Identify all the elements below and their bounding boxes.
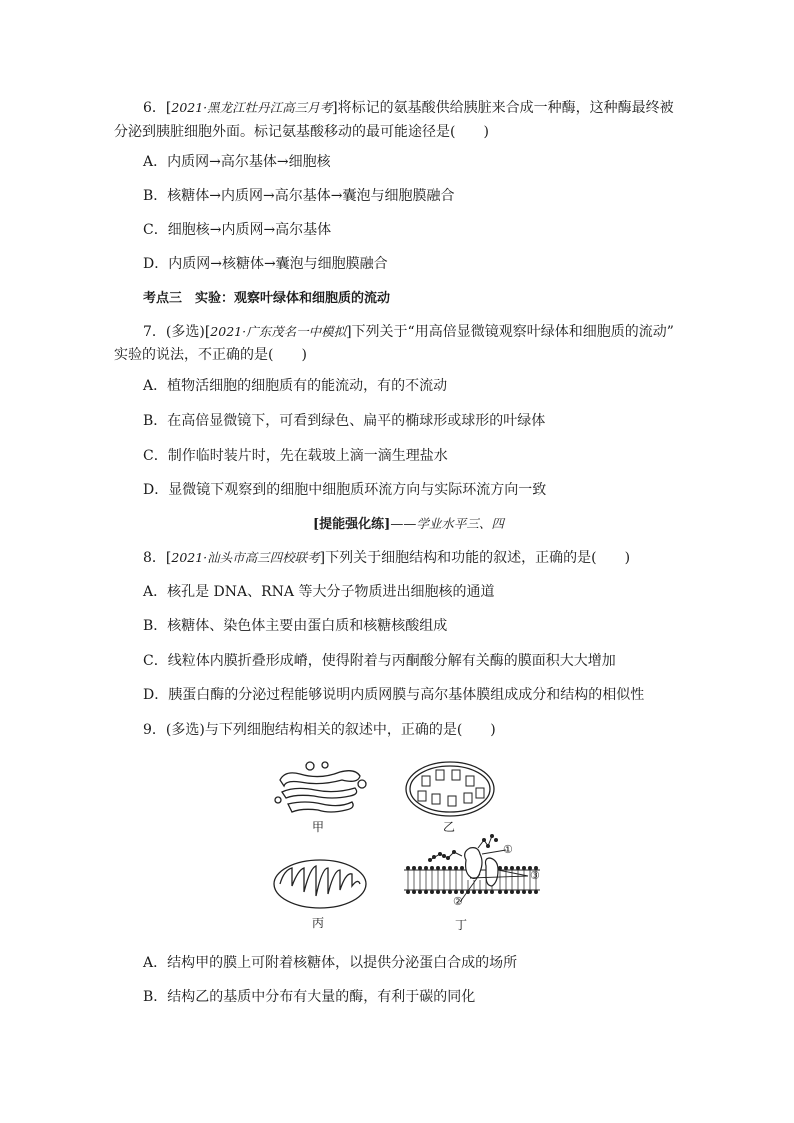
callout-3: ③ [530, 869, 540, 882]
practice-header [313, 514, 504, 535]
q7-stem-line1 [143, 322, 674, 342]
q6-number: 6．[ [143, 100, 172, 116]
q7-number: 7．(多选)[ [143, 324, 211, 340]
q9-stem: 9．(多选)与下列细胞结构相关的叙述中，正确的是( ) [143, 722, 496, 738]
q7-option-b: B．在高倍显微镜下，可看到绿色、扁平的椭球形或球形的叶绿体 [143, 413, 546, 429]
q8-option-d: D．胰蛋白酶的分泌过程能够说明内质网膜与高尔基体膜组成成分和结构的相似性 [143, 687, 645, 703]
q7-stem-line2: 实验的说法，不正确的是( ) [114, 347, 307, 363]
q8-option-a: A．核孔是 DNA、RNA 等大分子物质进出细胞核的通道 [143, 584, 495, 600]
q6-option-a: A．内质网→高尔基体→细胞核 [143, 154, 331, 170]
q7-option-d: D．显微镜下观察到的细胞中细胞质环流方向与实际环流方向一致 [143, 482, 547, 498]
q8-source: 2021·汕头市高三四校联考 [171, 550, 320, 565]
q8-number: 8．[ [143, 550, 172, 566]
q6-source: 2021·黑龙江牡丹江高三月考 [171, 100, 333, 115]
figure-label-jia: 甲 [312, 820, 325, 834]
q6-option-c: C．细胞核→内质网→高尔基体 [143, 222, 332, 238]
q6-stem-text: ]将标记的氨基酸供给胰脏来合成一种酶，这种酶最终被 [332, 100, 674, 116]
q8-option-c: C．线粒体内膜折叠形成嵴，使得附着与丙酮酸分解有关酶的膜面积大大增加 [143, 653, 616, 669]
q9-option-b: B．结构乙的基质中分布有大量的酶，有利于碳的同化 [143, 989, 476, 1005]
figure-label-ding: 丁 [455, 918, 468, 932]
q6-option-b: B．核糖体→内质网→高尔基体→囊泡与细胞膜融合 [143, 188, 455, 204]
q7-option-c: C．制作临时装片时，先在载玻上滴一滴生理盐水 [143, 448, 448, 464]
figure-golgi-jia [270, 760, 370, 820]
q7-option-a: A．植物活细胞的细胞质有的能流动，有的不流动 [143, 378, 448, 394]
q8-stem-text: ]下列关于细胞结构和功能的叙述，正确的是( ) [319, 550, 631, 566]
q8-stem [143, 548, 630, 568]
section-heading-3: 考点三 实验：观察叶绿体和细胞质的流动 [143, 291, 391, 306]
q7-stem-text: ]下列关于“用高倍显微镜观察叶绿体和细胞质的流动” [346, 324, 674, 340]
figure-label-bing: 丙 [312, 916, 325, 930]
q6-stem-line1 [143, 98, 674, 118]
q6-stem-line2: 分泌到胰脏细胞外面。标记氨基酸移动的最可能途径是( ) [114, 124, 489, 140]
q6-option-d: D．内质网→核糖体→囊泡与细胞膜融合 [143, 256, 388, 272]
practice-header-level: 学业水平三、四 [416, 516, 504, 531]
q7-source: 2021·广东茂名一中模拟 [210, 324, 347, 339]
q8-option-b: B．核糖体、染色体主要由蛋白质和核糖核酸组成 [143, 618, 448, 634]
q9-option-a: A．结构甲的膜上可附着核糖体，以提供分泌蛋白合成的场所 [143, 955, 518, 971]
figure-label-yi: 乙 [443, 820, 456, 834]
figure-chloroplast-yi [400, 758, 500, 820]
practice-header-title: [提能强化练] [313, 517, 391, 532]
practice-header-dash: —— [390, 517, 417, 532]
callout-2: ② [453, 895, 463, 908]
callout-1: ① [503, 843, 513, 856]
figure-membrane-ding [400, 832, 550, 912]
figure-mitochondrion-bing [270, 856, 370, 912]
